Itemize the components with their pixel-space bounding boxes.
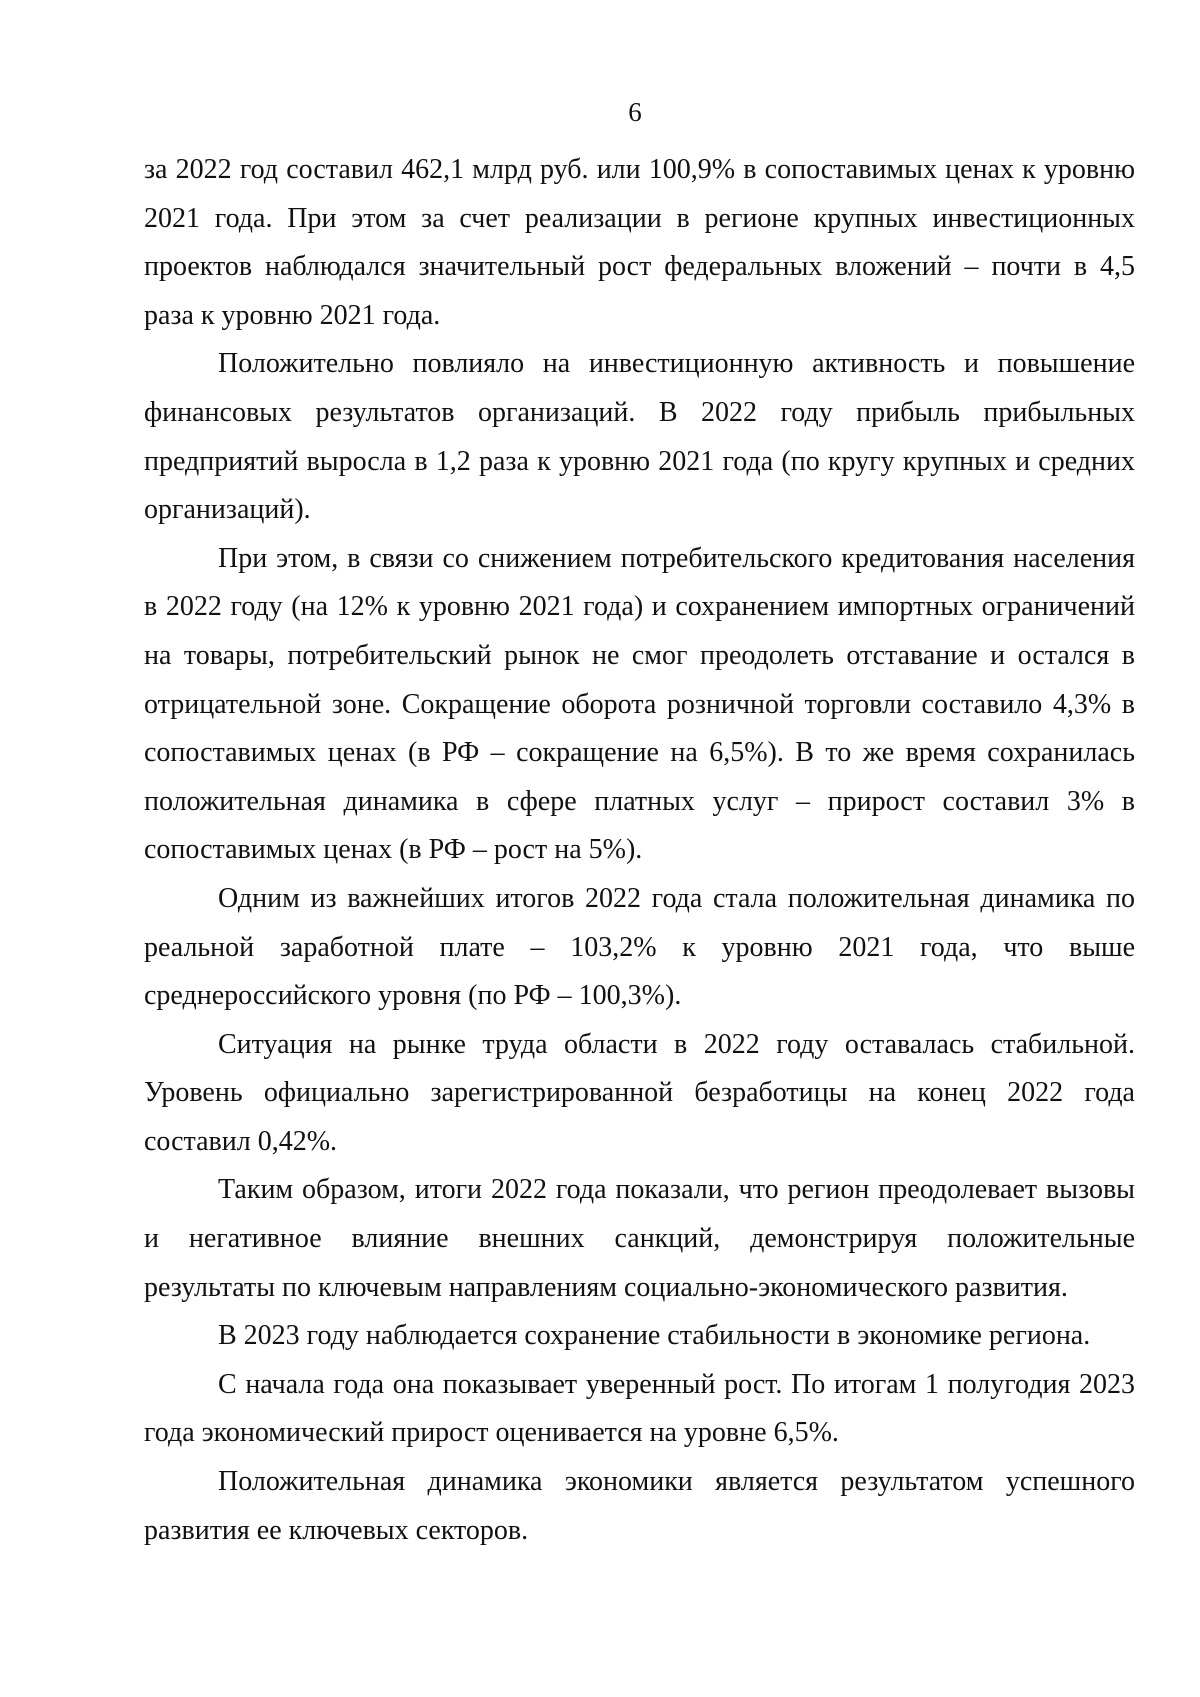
paragraph-stability-2023: В 2023 году наблюдается сохранение стабильности в экономике региона. xyxy=(218,1320,1091,1352)
paragraph-consumer-market: При этом, в связи со снижением потребительского кредитования населения в 2022 году (на 12% к уровню 2021 года) и сохранением импортных ограничений на товары, потребительский рынок не смог преодолеть отставание и остался в отрицательной зоне. Сокращение оборота розничной торговли составило 4,3% в сопоставимых ценах (в РФ – сокращение на 6,5%). В то же время сохранилась положительная динамика в сфере платных услуг – прирост составил 3% в сопоставимых ценах (в РФ – рост на 5%). xyxy=(144,542,1135,866)
paragraph-growth-2023: С начала года она показывает уверенный рост. По итогам 1 полугодия 2023 года экономический прирост оценивается на уровне 6,5%. xyxy=(144,1368,1135,1449)
paragraph-labor-market: Ситуация на рынке труда области в 2022 году оставалась стабильной. Уровень официально зарегистрированной безработицы на конец 2022 года составил 0,42%. xyxy=(144,1028,1135,1157)
paragraph-key-sectors: Положительная динамика экономики является результатом успешного развития ее ключевых секторов. xyxy=(144,1466,1135,1546)
document-body xyxy=(144,146,1135,1555)
paragraph-investment-continuation: за 2022 год составил 462,1 млрд руб. или 100,9% в сопоставимых ценах к уровню 2021 года. При этом за счет реализации в регионе крупных инвестиционных проектов наблюдался значительный рост федеральных вложений – почти в 4,5 раза к уровню 2021 года. xyxy=(144,154,1135,331)
paragraph-wages: Одним из важнейших итогов 2022 года стала положительная динамика по реальной заработной плате – 103,2% к уровню 2021 года, что выше среднероссийского уровня (по РФ – 100,3%). xyxy=(144,882,1135,1012)
page-number: 6 xyxy=(628,97,642,127)
paragraph-profit: Положительно повлияло на инвестиционную активность и повышение финансовых результатов организаций. В 2022 году прибыль прибыльных предприятий выросла в 1,2 раза к уровню 2021 года (по кругу крупных и средних организаций). xyxy=(144,348,1135,526)
paragraph-summary-2022: Таким образом, итоги 2022 года показали, что регион преодолевает вызовы и негативное влияние внешних санкций, демонстрируя положительные результаты по ключевым направлениям социально-экономического развития. xyxy=(144,1174,1135,1303)
